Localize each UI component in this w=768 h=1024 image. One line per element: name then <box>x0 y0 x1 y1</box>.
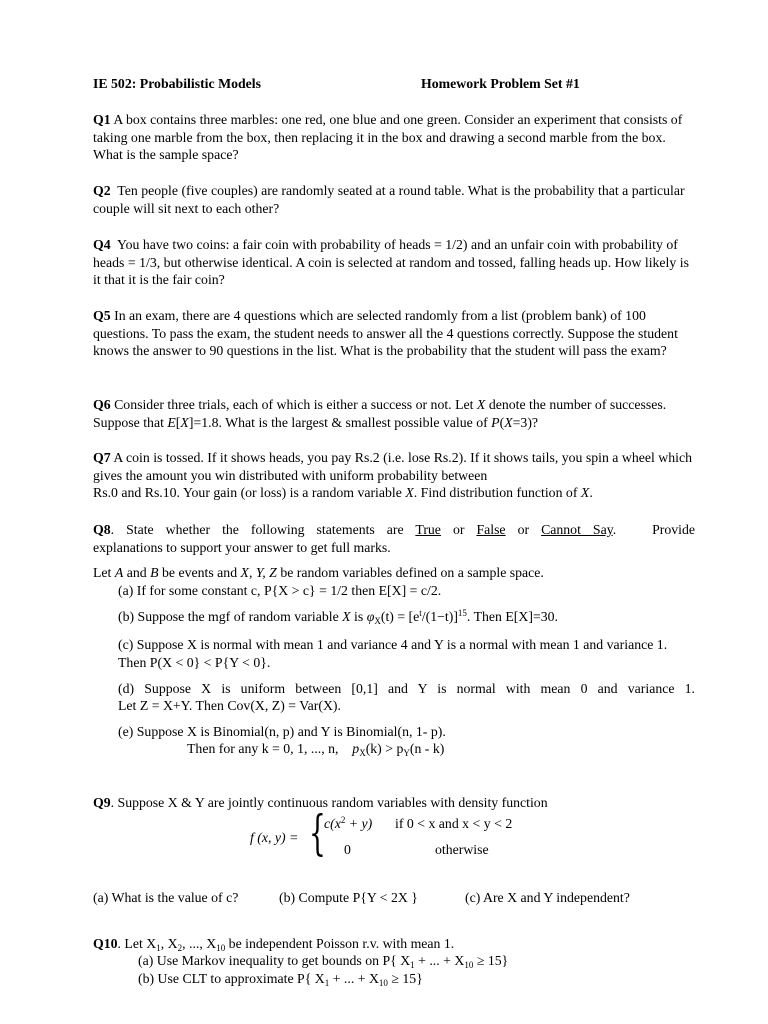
question-9-part-b: (b) Compute P{Y < 2X } <box>279 890 418 905</box>
density-case-1-condition: if 0 < x and x < y < 2 <box>395 816 513 831</box>
density-case-2: 0 <box>344 842 351 857</box>
question-9-part-c: (c) Are X and Y independent? <box>465 890 630 905</box>
piecewise-brace: { <box>309 805 326 861</box>
question-8-item-d-line2: Let Z = X+Y. Then Cov(X, Z) = Var(X). <box>118 698 341 713</box>
course-title: IE 502: Probabilistic Models <box>93 76 261 91</box>
question-2: Q2 Ten people (five couples) are randomly seated at a round table. What is the probability that a particular couple will sit next to each other? <box>93 183 685 216</box>
question-8-item-e-line2: Then for any k = 0, 1, ..., n, $p_X(k) > p_Y(n - k)$ <box>187 741 445 758</box>
question-5: Q5 In an exam, there are 4 questions which are selected randomly from a list (problem bank) of 100 questions. To pass the exam, the student needs to answer all the 4 questions correctly. Suppose the student knows the answer to 90 questions in the list. What is the probability that the student will pass the exam? <box>93 308 678 359</box>
question-8-item-d: (d) Suppose X is uniform between [0,1] and Y is normal with mean 0 and variance 1. <box>118 681 695 696</box>
question-9: Q9. Suppose X & Y are jointly continuous random variables with density function <box>93 795 548 810</box>
question-8-item-a: (a) If for some constant c, P{X > c} = 1/2 then E[X] = c/2. <box>118 583 442 598</box>
question-8-item-e: (e) Suppose X is Binomial(n, p) and Y is Binomial(n, 1- p). <box>118 724 446 739</box>
question-1: Q1 A box contains three marbles: one red, one blue and one green. Consider an experiment that consists of taking one marble from the box, then replacing it in the box and drawing a second marble from the box. What is the sample space? <box>93 112 683 163</box>
question-8-intro: Let A and B be events and X, Y, Z be random variables defined on a sample space. <box>93 565 544 580</box>
question-8-item-c: (c) Suppose X is normal with mean 1 and variance 4 and Y is a normal with mean 1 and variance 1. Then P(X < 0} < P{Y < 0}. <box>118 637 668 670</box>
question-10-part-b: (b) Use CLT to approximate P{ $X_1$ + ... + $X_{10} \ge 15$} <box>138 971 423 988</box>
density-function-label: f (x, y) = <box>250 830 299 845</box>
density-case-2-condition: otherwise <box>435 842 489 857</box>
question-8-instructions: explanations to support your answer to get full marks. <box>93 540 391 555</box>
question-9-part-a: (a) What is the value of c? <box>93 890 239 905</box>
question-10-part-a: (a) Use Markov inequality to get bounds on P{ $X_1$ + ... + $X_{10} \ge 15$} <box>138 953 509 970</box>
question-6: Q6 Consider three trials, each of which is either a success or not. Let X denote the number of successes. Suppose that E[X]=1.8. What is the largest & smallest possible value of P(X=3)? <box>93 397 667 430</box>
question-10: Q10. Let $X_1$, $X_2$, ..., $X_{10}$ be independent Poisson r.v. with mean 1. <box>93 936 455 953</box>
question-4: Q4 You have two coins: a fair coin with probability of heads = 1/2) and an unfair coin with probability of heads = 1/3, but otherwise identical. A coin is selected at random and tossed, falling heads up. How likely is it that it is the fair coin? <box>93 237 689 288</box>
density-case-1: $c(x^2 + y)$ <box>324 815 373 831</box>
problem-set-title: Homework Problem Set #1 <box>421 76 580 91</box>
question-7: Q7 A coin is tossed. If it shows heads, you pay Rs.2 (i.e. lose Rs.2). If it shows tails, you spin a wheel which gives the amount you win distributed with uniform probability between Rs.0 and Rs.10. Your gain (or loss) is a random variable X. Find distribution function of X. <box>93 450 692 501</box>
question-8-header: Q8. State whether the following statements are True or False or Cannot Say. Provide <box>93 522 695 537</box>
question-8-item-b: (b) Suppose the mgf of random variable X is $\varphi_X(t) = [e^t/(1-t)]^{15}$. Then E[X]=30. <box>118 608 558 626</box>
